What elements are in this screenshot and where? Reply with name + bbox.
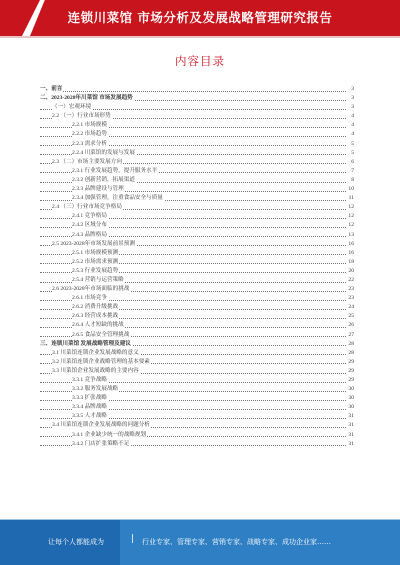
toc-entry-page: 29 — [346, 376, 354, 385]
toc-entry-page: 18 — [346, 258, 354, 267]
toc-entry-page: 12 — [346, 203, 354, 212]
toc-entry[interactable] — [40, 231, 354, 240]
toc-entry-page: 16 — [346, 249, 354, 258]
toc-entry-page: 30 — [346, 403, 354, 412]
report-title: 连锁川菜馆 市场分析及发展战略管理研究报告 — [67, 10, 333, 25]
toc-entry-page: 6 — [346, 158, 354, 167]
toc-entry-label: 3.1 川菜馆连锁企业发展战略的意义 — [52, 349, 140, 358]
toc-entry-page: 26 — [346, 321, 354, 330]
toc-entry-label: 2.3.3 品牌建设与管理 — [72, 185, 125, 194]
toc-entry-label: 2.6.5 食品安全管理挑战 — [72, 331, 130, 340]
toc-entry-label: 2.4.3 品牌格局 — [72, 231, 108, 240]
toc-entry-label: 3.4.1 企业缺少统一的战略规划 — [72, 431, 147, 440]
toc-entry[interactable] — [40, 394, 354, 403]
toc-entry[interactable] — [40, 221, 354, 230]
toc-entry[interactable] — [40, 194, 354, 203]
toc-heading: 内容目录 — [175, 54, 225, 68]
toc-entry-label: 2.6.2 消费升级挑战 — [72, 303, 119, 312]
toc-entry-label: 2.5 2023-2028年市场发展前景预测 — [52, 240, 136, 249]
toc-entry[interactable] — [40, 267, 354, 276]
toc-entry[interactable] — [40, 358, 354, 367]
toc-entry[interactable] — [40, 440, 354, 449]
toc-entry-page: 4 — [346, 130, 354, 139]
toc-entry-page: 31 — [346, 412, 354, 421]
toc-entry-page: 3 — [346, 103, 354, 112]
toc-entry-label: 2.2 （一）行业市场形势 — [52, 112, 112, 121]
toc-entry-label: 2.4.2 区域分布 — [72, 221, 108, 230]
toc-entry[interactable] — [40, 403, 354, 412]
toc-entry-label: 2.6 2023-2028年市场面临的挑战 — [52, 285, 130, 294]
toc-entry-page: 3 — [346, 85, 354, 94]
toc-entry-label: 2.3.2 创新营销，拓展渠道 — [72, 176, 136, 185]
toc-entry-page: 24 — [346, 303, 354, 312]
toc-entry-label: 2.2.3 需求分析 — [72, 140, 108, 149]
toc-entry-page: 20 — [346, 267, 354, 276]
toc-entry-label: 3.3.2 服务发展战略 — [72, 385, 119, 394]
report-header — [0, 0, 400, 36]
toc-entry-page: 31 — [346, 431, 354, 440]
toc-entry-label: 2.5.4 营销与运营策略 — [72, 276, 125, 285]
toc-entry[interactable] — [40, 167, 354, 176]
toc-entry-label: 2.2.2 市场趋势 — [72, 130, 108, 139]
toc-entry-page: 12 — [346, 212, 354, 221]
toc-entry-label: 2.3.1 行业发展趋势，提升服务水平 — [72, 167, 158, 176]
toc-entry-page: 5 — [346, 149, 354, 158]
toc-entry[interactable] — [40, 294, 354, 303]
toc-entry-page: 8 — [346, 176, 354, 185]
toc-entry[interactable] — [40, 431, 354, 440]
toc-entry-label: 2.4 （三）行业市场竞争格局 — [52, 203, 123, 212]
toc-entry-label: 2.2.4 川菜馆的发展与发展 — [72, 149, 136, 158]
toc-entry[interactable] — [40, 203, 354, 212]
toc-entry-page: 30 — [346, 385, 354, 394]
toc-entry-page: 29 — [346, 367, 354, 376]
toc-entry-label: 3.3.4 品牌战略 — [72, 403, 108, 412]
toc-entry-label: 2.3 （二）市场主要发展方向 — [52, 158, 123, 167]
toc-entry[interactable] — [40, 158, 354, 167]
toc-entry-page: 16 — [346, 240, 354, 249]
toc-entry[interactable] — [40, 421, 354, 430]
toc-entry-page: 5 — [346, 140, 354, 149]
toc-entry[interactable] — [40, 412, 354, 421]
toc-entry[interactable] — [40, 185, 354, 194]
toc-entry[interactable] — [40, 376, 354, 385]
toc-entry[interactable] — [40, 258, 354, 267]
toc-entry-label: 2.5.3 行业发展趋势 — [72, 267, 119, 276]
toc-entry-label: 3.4.2 门店扩张策略不足 — [72, 440, 130, 449]
toc-entry[interactable] — [40, 149, 354, 158]
toc-entry-label: 2.5.2 市场需求预测 — [72, 258, 119, 267]
toc-entry[interactable] — [40, 249, 354, 258]
toc-entry[interactable] — [40, 130, 354, 139]
footer-roles: 行业专家、管理专家、营销专家、战略专家、成功企业家…… — [142, 538, 331, 546]
toc-entry-label: 三、连锁川菜馆 发展战略管理及建议 — [40, 340, 132, 349]
toc-leader-dots — [40, 91, 348, 92]
toc-entry-page: 4 — [346, 112, 354, 121]
toc-entry[interactable] — [40, 94, 354, 103]
toc-entry[interactable] — [40, 276, 354, 285]
toc-entry[interactable] — [40, 349, 354, 358]
toc-entry[interactable] — [40, 103, 354, 112]
toc-entry-label: 3.3.3 扩张战略 — [72, 394, 108, 403]
toc-entry-label: 3.3.5 人才战略 — [72, 412, 108, 421]
toc-entry[interactable] — [40, 212, 354, 221]
toc-entry[interactable] — [40, 285, 354, 294]
toc-entry[interactable] — [40, 340, 354, 349]
toc-entry-page: 25 — [346, 312, 354, 321]
toc-entry-label: 一、前言 — [40, 85, 63, 94]
toc-entry-page: 22 — [346, 276, 354, 285]
toc-entry-page: 31 — [346, 421, 354, 430]
toc-entry-page: 27 — [346, 331, 354, 340]
toc-entry-label: 3.2 川菜馆连锁企业战略管理的基本要素 — [52, 358, 151, 367]
toc-entry[interactable] — [40, 121, 354, 130]
toc-entry-label: 3.3 川菜馆企业发展战略的主要内容 — [52, 367, 140, 376]
toc-entry[interactable] — [40, 240, 354, 249]
toc-entry-label: 2.6.4 人才短缺的挑战 — [72, 321, 125, 330]
toc-entry-label: 二、2023-2028年川菜馆 市场发展趋势 — [40, 94, 134, 103]
toc-entry[interactable] — [40, 85, 354, 94]
toc-entry-page: 28 — [346, 340, 354, 349]
toc-entry-page: 7 — [346, 167, 354, 176]
toc-entry-label: 2.3.4 加强管理，注重食品安全与质量 — [72, 194, 164, 203]
toc-entry[interactable] — [40, 312, 354, 321]
toc-entry-page: 11 — [346, 194, 354, 203]
toc-entry[interactable] — [40, 112, 354, 121]
toc-entry-page: 31 — [346, 440, 354, 449]
toc-entry-page: 10 — [346, 185, 354, 194]
footer-separator: | — [131, 534, 135, 544]
toc-entry[interactable] — [40, 385, 354, 394]
toc-entry[interactable] — [40, 367, 354, 376]
toc-entry[interactable] — [40, 321, 354, 330]
toc-entry-label: 2.6.3 经营成本挑战 — [72, 312, 119, 321]
toc-entry-label: 2.5.1 市场规模预测 — [72, 249, 119, 258]
toc-entry-page: 29 — [346, 358, 354, 367]
toc-entry-label: 2.2.1 市场规模 — [72, 121, 108, 130]
toc-entry-label: （一）宏观环境 — [52, 103, 92, 112]
toc-entry-label: 2.4.1 竞争格局 — [72, 212, 108, 221]
toc-entry-page: 3 — [346, 94, 354, 103]
toc-entry[interactable] — [40, 176, 354, 185]
toc-entry-page: 30 — [346, 394, 354, 403]
toc-entry-page: 23 — [346, 294, 354, 303]
toc-entry-page: 13 — [346, 231, 354, 240]
table-of-contents — [40, 85, 354, 449]
toc-entry-page: 4 — [346, 121, 354, 130]
toc-entry[interactable] — [40, 303, 354, 312]
footer-slogan: 让每个人都能成为 — [48, 538, 104, 546]
toc-entry[interactable] — [40, 140, 354, 149]
header-divider — [0, 36, 400, 38]
toc-entry-page: 28 — [346, 349, 354, 358]
toc-entry[interactable] — [40, 331, 354, 340]
toc-entry-label: 3.3.1 竞争战略 — [72, 376, 108, 385]
toc-entry-label: 3.4 川菜馆连锁企业发展战略的问题分析 — [52, 421, 151, 430]
toc-entry-page: 12 — [346, 221, 354, 230]
toc-entry-page: 23 — [346, 285, 354, 294]
toc-entry-label: 2.6.1 市场竞争 — [72, 294, 108, 303]
